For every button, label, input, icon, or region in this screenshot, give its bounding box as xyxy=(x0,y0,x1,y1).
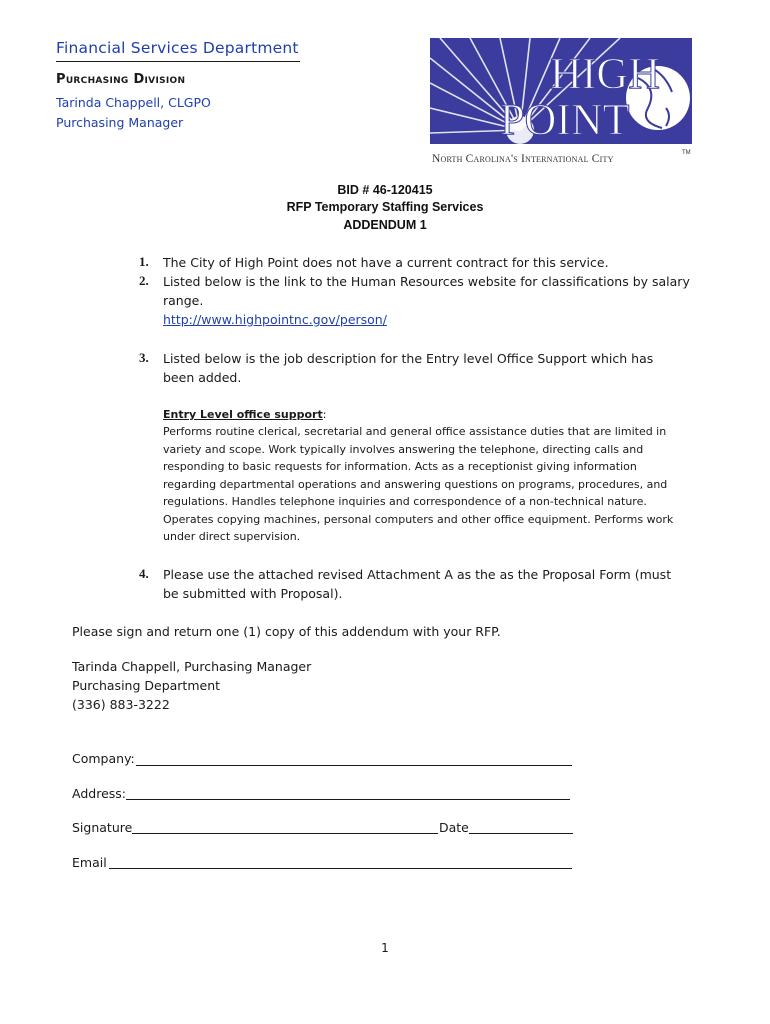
item-text: range. xyxy=(163,293,204,308)
job-description-line: variety and scope. Work typically involves answering the telephone, directing calls and xyxy=(163,442,644,456)
signature-label: Signature xyxy=(72,820,133,835)
contact-name: Tarinda Chappell, CLGPO xyxy=(56,95,211,110)
job-description-heading: Entry Level office support: xyxy=(163,408,327,421)
item-text: Please use the attached revised Attachment A as the as the Proposal Form (must xyxy=(163,567,672,582)
high-point-logo xyxy=(430,38,692,166)
item-text: been added. xyxy=(163,370,242,385)
job-description-body xyxy=(163,423,703,546)
item-text: Listed below is the job description for the Entry level Office Support which has xyxy=(163,351,654,366)
logo-tm: TM xyxy=(682,150,691,156)
item-number: 1. xyxy=(139,254,149,269)
item-number: 2. xyxy=(139,273,149,288)
date-label: Date xyxy=(439,820,469,835)
hr-website-link[interactable]: http://www.highpointnc.gov/person/ xyxy=(163,312,387,327)
signatory-name: Tarinda Chappell, Purchasing Manager xyxy=(72,659,312,674)
logo-line2: POINT xyxy=(500,95,630,144)
item-text: The City of High Point does not have a current contract for this service. xyxy=(163,255,609,270)
email-field[interactable] xyxy=(109,868,572,869)
header-rule xyxy=(56,61,300,62)
contact-title: Purchasing Manager xyxy=(56,115,184,130)
job-description-line: regulations. Handles telephone inquiries and correspondence of a non-technical nature. xyxy=(163,495,647,508)
page-number: 1 xyxy=(381,941,389,955)
date-field[interactable] xyxy=(469,833,573,834)
item-number: 4. xyxy=(139,566,149,581)
rfp-title: RFP Temporary Staffing Services xyxy=(286,200,484,214)
logo-tagline: North Carolina's International City xyxy=(432,153,614,165)
item-number: 3. xyxy=(139,350,149,365)
address-field[interactable] xyxy=(126,799,570,800)
addendum-title: ADDENDUM 1 xyxy=(343,218,427,232)
address-label: Address: xyxy=(72,786,126,801)
company-label: Company: xyxy=(72,751,135,766)
company-field[interactable] xyxy=(136,765,572,766)
return-instruction: Please sign and return one (1) copy of this addendum with your RFP. xyxy=(72,624,501,639)
division-name: Purchasing Division xyxy=(56,72,186,87)
job-description-line: regarding departmental operations and answering questions on programs, procedures, and xyxy=(163,477,668,491)
job-description-line: Operates copying machines, personal computers and other office equipment. Performs work xyxy=(163,512,674,526)
signature-field[interactable] xyxy=(132,833,438,834)
bid-number: BID # 46-120415 xyxy=(337,183,433,197)
job-description-line: under direct supervision. xyxy=(163,530,301,543)
item-text: be submitted with Proposal). xyxy=(163,586,343,601)
signatory-department: Purchasing Department xyxy=(72,678,221,693)
signatory-phone: (336) 883-3222 xyxy=(72,697,170,712)
item-text: Listed below is the link to the Human Resources website for classifications by salary xyxy=(163,274,690,289)
job-description-line: responding to basic requests for information. Acts as a receptionist giving information xyxy=(163,460,637,473)
job-description-line: Performs routine clerical, secretarial and general office assistance duties that are limited in xyxy=(163,425,667,438)
email-label: Email xyxy=(72,855,107,870)
logo-line1: HIGH xyxy=(550,49,660,98)
department-name: Financial Services Department xyxy=(56,39,299,57)
